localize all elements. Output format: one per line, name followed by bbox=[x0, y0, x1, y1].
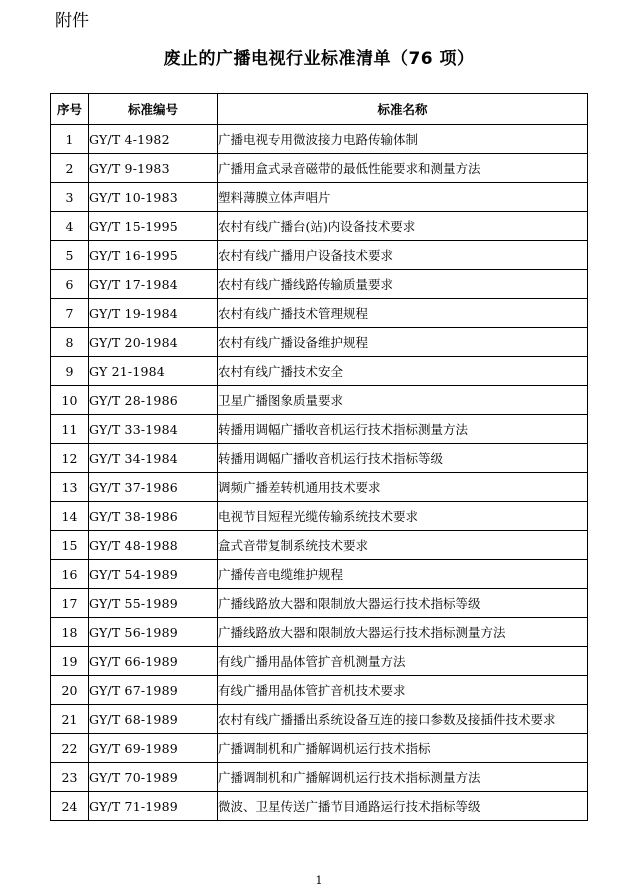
row-number: 18 bbox=[51, 618, 89, 647]
row-number: 19 bbox=[51, 647, 89, 676]
standard-code: GY/T 4-1982 bbox=[89, 125, 218, 154]
standard-name: 广播调制机和广播解调机运行技术指标测量方法 bbox=[218, 763, 588, 792]
standard-name: 微波、卫星传送广播节目通路运行技术指标等级 bbox=[218, 792, 588, 821]
header-code: 标准编号 bbox=[89, 94, 218, 125]
standard-name: 有线广播用晶体管扩音机测量方法 bbox=[218, 647, 588, 676]
standard-code: GY/T 68-1989 bbox=[89, 705, 218, 734]
row-number: 12 bbox=[51, 444, 89, 473]
standard-name: 转播用调幅广播收音机运行技术指标测量方法 bbox=[218, 415, 588, 444]
standard-name: 卫星广播图象质量要求 bbox=[218, 386, 588, 415]
table-row bbox=[51, 270, 588, 299]
standard-name: 农村有线广播播出系统设备互连的接口参数及接插件技术要求 bbox=[218, 705, 588, 734]
standard-code: GY/T 70-1989 bbox=[89, 763, 218, 792]
standard-code: GY/T 38-1986 bbox=[89, 502, 218, 531]
row-number: 22 bbox=[51, 734, 89, 763]
row-number: 7 bbox=[51, 299, 89, 328]
standard-code: GY/T 54-1989 bbox=[89, 560, 218, 589]
standard-code: GY/T 55-1989 bbox=[89, 589, 218, 618]
standard-name: 农村有线广播用户设备技术要求 bbox=[218, 241, 588, 270]
standard-code: GY/T 9-1983 bbox=[89, 154, 218, 183]
row-number: 20 bbox=[51, 676, 89, 705]
row-number: 2 bbox=[51, 154, 89, 183]
table-row bbox=[51, 299, 588, 328]
standard-code: GY/T 67-1989 bbox=[89, 676, 218, 705]
standard-name: 农村有线广播设备维护规程 bbox=[218, 328, 588, 357]
row-number: 4 bbox=[51, 212, 89, 241]
table-row bbox=[51, 386, 588, 415]
table-row bbox=[51, 444, 588, 473]
table-row bbox=[51, 212, 588, 241]
standard-name: 转播用调幅广播收音机运行技术指标等级 bbox=[218, 444, 588, 473]
standard-name: 广播调制机和广播解调机运行技术指标 bbox=[218, 734, 588, 763]
table-row bbox=[51, 125, 588, 154]
row-number: 13 bbox=[51, 473, 89, 502]
table-row bbox=[51, 473, 588, 502]
row-number: 1 bbox=[51, 125, 89, 154]
standards-table bbox=[50, 93, 588, 821]
standard-code: GY/T 48-1988 bbox=[89, 531, 218, 560]
attachment-label: 附件 bbox=[55, 11, 89, 31]
table-row bbox=[51, 589, 588, 618]
table-row bbox=[51, 705, 588, 734]
standard-name: 广播电视专用微波接力电路传输体制 bbox=[218, 125, 588, 154]
row-number: 8 bbox=[51, 328, 89, 357]
row-number: 10 bbox=[51, 386, 89, 415]
standard-name: 电视节目短程光缆传输系统技术要求 bbox=[218, 502, 588, 531]
standard-code: GY/T 19-1984 bbox=[89, 299, 218, 328]
standard-code: GY/T 10-1983 bbox=[89, 183, 218, 212]
table-row bbox=[51, 502, 588, 531]
row-number: 5 bbox=[51, 241, 89, 270]
row-number: 3 bbox=[51, 183, 89, 212]
table-row bbox=[51, 792, 588, 821]
standard-name: 有线广播用晶体管扩音机技术要求 bbox=[218, 676, 588, 705]
table-row bbox=[51, 531, 588, 560]
table-row bbox=[51, 357, 588, 386]
standard-code: GY/T 37-1986 bbox=[89, 473, 218, 502]
standard-code: GY/T 17-1984 bbox=[89, 270, 218, 299]
table-row bbox=[51, 618, 588, 647]
row-number: 6 bbox=[51, 270, 89, 299]
table-row bbox=[51, 676, 588, 705]
header-no: 序号 bbox=[51, 94, 89, 125]
row-number: 15 bbox=[51, 531, 89, 560]
standard-code: GY/T 15-1995 bbox=[89, 212, 218, 241]
table-row bbox=[51, 154, 588, 183]
row-number: 21 bbox=[51, 705, 89, 734]
table-row bbox=[51, 183, 588, 212]
standard-name: 广播线路放大器和限制放大器运行技术指标等级 bbox=[218, 589, 588, 618]
standard-code: GY/T 69-1989 bbox=[89, 734, 218, 763]
standard-name: 广播线路放大器和限制放大器运行技术指标测量方法 bbox=[218, 618, 588, 647]
document-title: 废止的广播电视行业标准清单（76 项） bbox=[163, 49, 475, 69]
table-row bbox=[51, 734, 588, 763]
standard-name: 调频广播差转机通用技术要求 bbox=[218, 473, 588, 502]
page-number: 1 bbox=[315, 874, 323, 887]
table-row bbox=[51, 328, 588, 357]
row-number: 11 bbox=[51, 415, 89, 444]
standard-code: GY 21-1984 bbox=[89, 357, 218, 386]
table-row bbox=[51, 560, 588, 589]
row-number: 23 bbox=[51, 763, 89, 792]
standard-code: GY/T 33-1984 bbox=[89, 415, 218, 444]
standard-code: GY/T 28-1986 bbox=[89, 386, 218, 415]
table-row bbox=[51, 415, 588, 444]
standard-name: 农村有线广播线路传输质量要求 bbox=[218, 270, 588, 299]
standard-code: GY/T 16-1995 bbox=[89, 241, 218, 270]
standard-name: 农村有线广播技术安全 bbox=[218, 357, 588, 386]
row-number: 14 bbox=[51, 502, 89, 531]
standard-name: 盒式音带复制系统技术要求 bbox=[218, 531, 588, 560]
standard-code: GY/T 66-1989 bbox=[89, 647, 218, 676]
standard-name: 塑料薄膜立体声唱片 bbox=[218, 183, 588, 212]
standard-name: 广播用盒式录音磁带的最低性能要求和测量方法 bbox=[218, 154, 588, 183]
standard-code: GY/T 20-1984 bbox=[89, 328, 218, 357]
standard-name: 农村有线广播台(站)内设备技术要求 bbox=[218, 212, 588, 241]
header-name: 标准名称 bbox=[218, 94, 588, 125]
row-number: 17 bbox=[51, 589, 89, 618]
row-number: 9 bbox=[51, 357, 89, 386]
table-row bbox=[51, 241, 588, 270]
row-number: 24 bbox=[51, 792, 89, 821]
standard-code: GY/T 71-1989 bbox=[89, 792, 218, 821]
standard-code: GY/T 34-1984 bbox=[89, 444, 218, 473]
row-number: 16 bbox=[51, 560, 89, 589]
table-header-row bbox=[51, 94, 588, 125]
standard-name: 农村有线广播技术管理规程 bbox=[218, 299, 588, 328]
table-row bbox=[51, 763, 588, 792]
standard-name: 广播传音电缆维护规程 bbox=[218, 560, 588, 589]
standard-code: GY/T 56-1989 bbox=[89, 618, 218, 647]
table-row bbox=[51, 647, 588, 676]
